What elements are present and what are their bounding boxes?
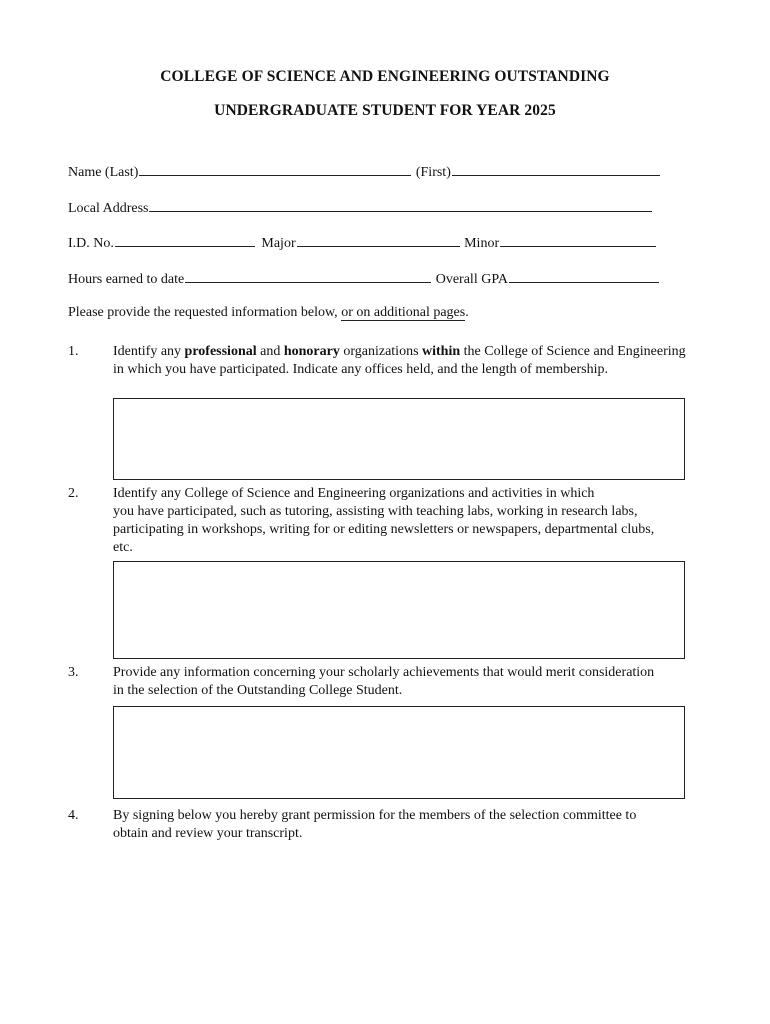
hours-gpa-row	[68, 270, 660, 288]
name-last-label: Name (Last)	[68, 165, 139, 180]
question-1-line-2: in which you have participated. Indicate any offices held, and the length of membership.	[113, 362, 609, 377]
question-3-text	[113, 664, 753, 700]
q1-text-a: Identify any	[113, 344, 185, 359]
id-number-field[interactable]	[115, 234, 255, 247]
question-3-answer-box[interactable]	[113, 706, 685, 799]
major-field[interactable]	[297, 234, 460, 247]
minor-label: Minor	[464, 236, 500, 251]
id-number-label: I.D. No.	[68, 236, 114, 251]
overall-gpa-field[interactable]	[509, 270, 659, 283]
local-address-label: Local Address	[68, 201, 149, 216]
question-2-line-4: etc.	[113, 540, 133, 555]
major-label: Major	[261, 236, 296, 251]
q1-text-c: organizations	[339, 344, 423, 359]
question-3-line-1: Provide any information concerning your scholarly achievements that would merit consideration	[113, 665, 655, 680]
question-3-number: 3.	[68, 665, 79, 680]
question-1-text	[113, 343, 753, 379]
hours-earned-label: Hours earned to date	[68, 272, 185, 287]
question-4-line-1: By signing below you hereby grant permission for the members of the selection committee to	[113, 808, 637, 823]
q1-text-b: and	[256, 344, 284, 359]
name-row	[68, 163, 661, 181]
name-first-label: (First)	[415, 165, 451, 180]
q1-bold-professional: professional	[184, 344, 257, 359]
instructions	[68, 305, 469, 321]
instructions-prefix: Please provide the requested information below,	[68, 305, 342, 320]
address-row	[68, 199, 653, 217]
question-2-line-1: Identify any College of Science and Engineering organizations and activities in which	[113, 486, 595, 501]
question-1-line-1	[113, 343, 753, 361]
question-4-text	[113, 807, 753, 843]
question-4-number: 4.	[68, 808, 79, 823]
form-title-line-1: COLLEGE OF SCIENCE AND ENGINEERING OUTSTANDING	[160, 68, 610, 85]
question-2-text	[113, 485, 753, 557]
question-1-number: 1.	[68, 344, 79, 359]
name-first-field[interactable]	[452, 163, 660, 176]
question-4-line-2: obtain and review your transcript.	[113, 826, 303, 841]
hours-earned-field[interactable]	[185, 270, 431, 283]
minor-field[interactable]	[500, 234, 656, 247]
q1-text-d: the College of Science and Engineering	[460, 344, 686, 359]
id-major-minor-row	[68, 234, 657, 252]
name-last-field[interactable]	[139, 163, 411, 176]
question-3-line-2: in the selection of the Outstanding College Student.	[113, 683, 403, 698]
q1-bold-within: within	[422, 344, 461, 359]
question-1-answer-box[interactable]	[113, 398, 685, 480]
local-address-field[interactable]	[149, 199, 652, 212]
form-title-line-2: UNDERGRADUATE STUDENT FOR YEAR 2025	[214, 102, 556, 119]
instructions-underlined: or on additional pages	[341, 305, 466, 320]
question-2-line-2: you have participated, such as tutoring, assisting with teaching labs, working in research labs,	[113, 504, 638, 519]
question-2-number: 2.	[68, 486, 79, 501]
overall-gpa-label: Overall GPA	[435, 272, 508, 287]
q1-bold-honorary: honorary	[283, 344, 340, 359]
question-2-line-3: participating in workshops, writing for or editing newsletters or newspapers, departmental clubs,	[113, 522, 655, 537]
instructions-suffix: .	[465, 305, 469, 320]
question-2-answer-box[interactable]	[113, 561, 685, 659]
